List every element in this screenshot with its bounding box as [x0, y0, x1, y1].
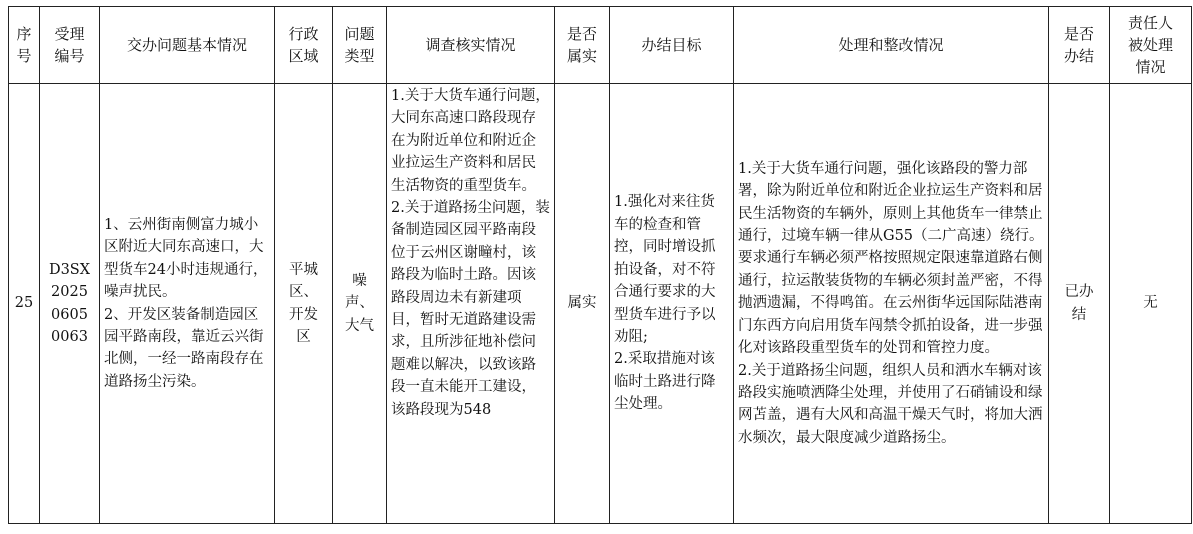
- case-table: [8, 6, 1192, 524]
- header-district: 行政 区域: [275, 7, 333, 84]
- cell-is-true: 属实: [555, 84, 610, 524]
- cell-type: 噪 声、 大气: [333, 84, 387, 524]
- header-type: 问题 类型: [333, 7, 387, 84]
- cell-seq: 25: [9, 84, 40, 524]
- cell-accountability: 无: [1110, 84, 1192, 524]
- header-goal: 办结目标: [610, 7, 734, 84]
- header-accountability: 责任人 被处理 情况: [1110, 7, 1192, 84]
- cell-is-closed: 已办 结: [1049, 84, 1110, 524]
- header-is-closed: 是否 办结: [1049, 7, 1110, 84]
- header-handling: 处理和整改情况: [734, 7, 1049, 84]
- header-row: [9, 7, 1192, 84]
- table-row: [9, 84, 1192, 524]
- cell-handling: 1.关于大货车通行问题，强化该路段的警力部署，除为附近单位和附近企业拉运生产资料和居民生活物资的车辆外，原则上其他货车一律禁止通行，过境车辆一律从G55（二广高速）绕行。要求通行车辆必须严格按照规定限速靠道路右侧通行，拉运散装货物的车辆必须封盖严密，不得抛洒遗漏，不得鸣笛。在云州街华远国际陆港南门东西方向启用货车闯禁令抓拍设备，进一步强化对该路段重型货车的处罚和管控力度。 2.关于道路扬尘问题，组织人员和洒水车辆对该路段实施喷洒降尘处理，并使用了石硝铺设和绿网苫盖，遇有大风和高温干燥天气时，将加大洒水频次，最大限度减少道路扬尘。: [734, 84, 1049, 524]
- cell-district: 平城 区、 开发 区: [275, 84, 333, 524]
- header-receipt-no: 受理 编号: [40, 7, 100, 84]
- cell-investigation: 1.关于大货车通行问题，大同东高速口路段现存在为附近单位和附近企业拉运生产资料和居民生活物资的重型货车。 2.关于道路扬尘问题，装备制造园区园平路南段位于云州区谢疃村，该路段为临时土路。因该路段周边未有新建项目，暂时无道路建设需求，且所涉征地补偿问题难以解决，以致该路段一直未能开工建设，该路段现为548: [391, 88, 550, 418]
- cell-receipt-no: D3SX 2025 0605 0063: [40, 84, 100, 524]
- cell-goal: 1.强化对来往货车的检查和管控，同时增设抓拍设备，对不符合通行要求的大型货车进行予以劝阻; 2.采取措施对该临时土路进行降尘处理。: [610, 84, 734, 524]
- header-seq: 序 号: [9, 7, 40, 84]
- cell-issue: 1、云州街南侧富力城小区附近大同东高速口，大型货车24小时违规通行，噪声扰民。 2、开发区装备制造园区园平路南段，靠近云兴街北侧，一经一路南段存在道路扬尘污染。: [100, 84, 275, 524]
- header-investigation: 调查核实情况: [387, 7, 555, 84]
- header-issue: 交办问题基本情况: [100, 7, 275, 84]
- cell-investigation-wrap: [387, 84, 555, 524]
- header-is-true: 是否 属实: [555, 7, 610, 84]
